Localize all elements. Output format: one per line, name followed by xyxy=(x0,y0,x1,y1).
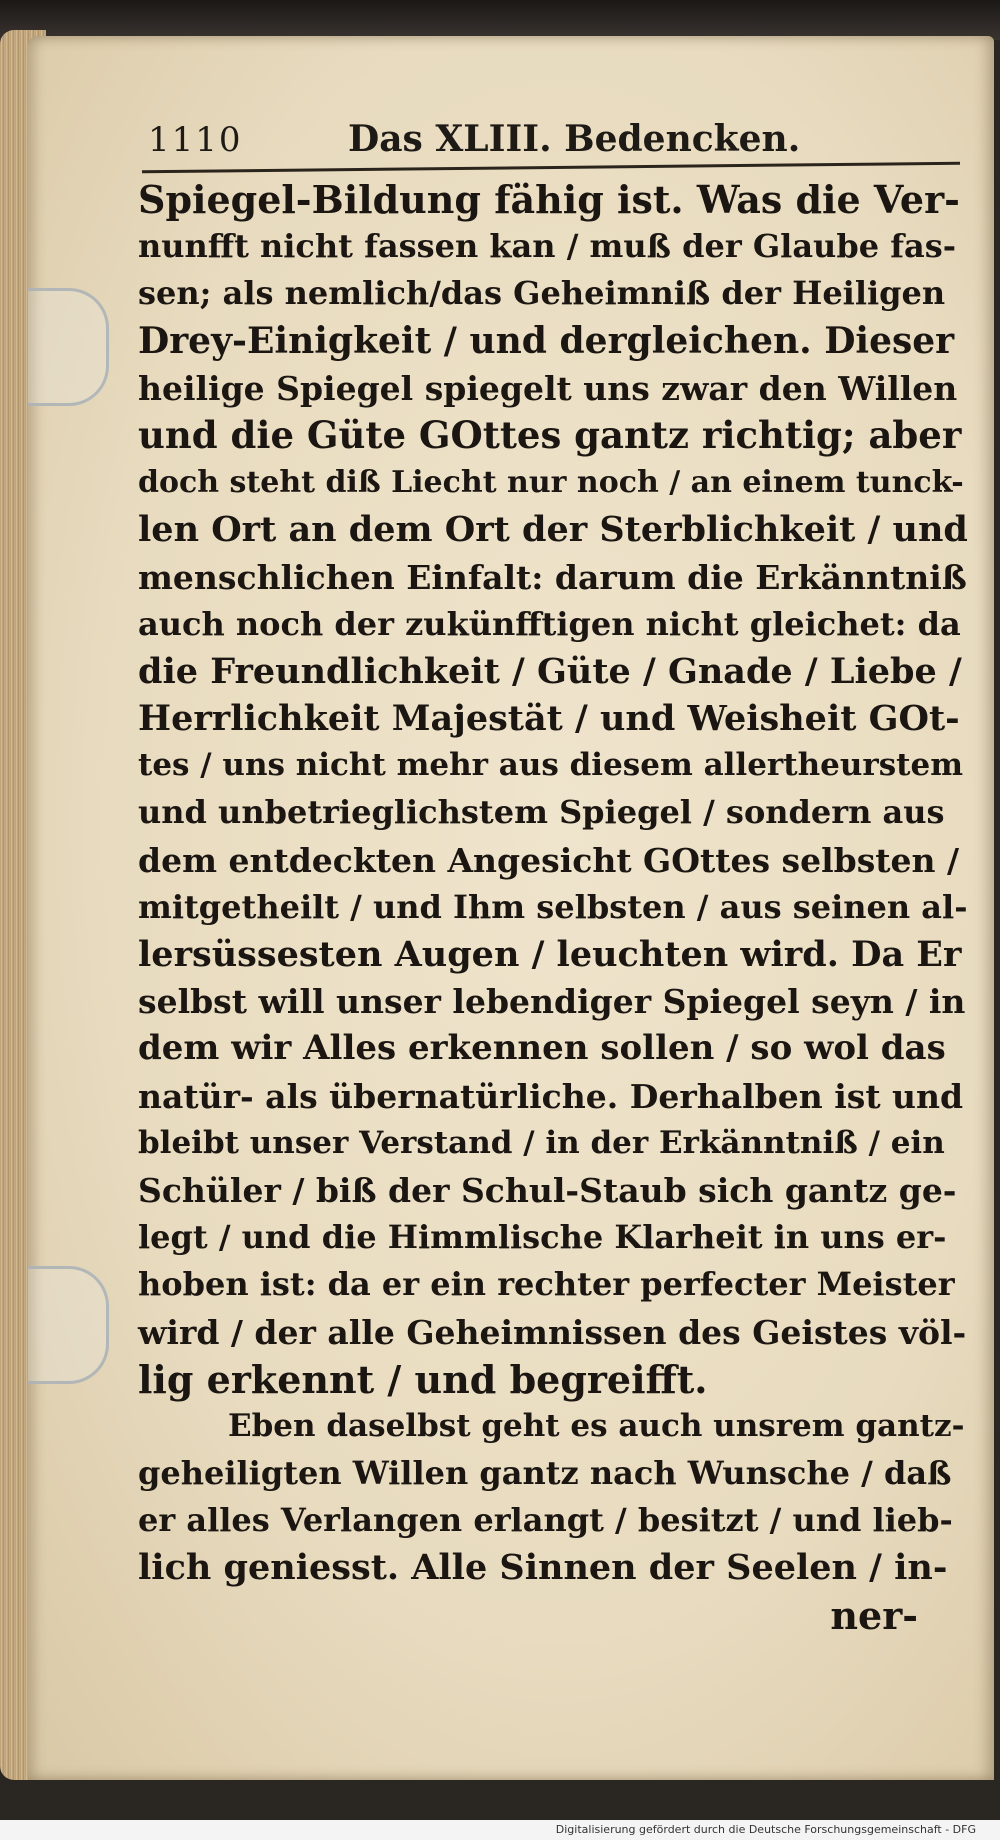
text-line: Herrlichkeit Majestät / und Weisheit GOt- xyxy=(138,698,960,740)
scan-background xyxy=(0,0,1000,40)
text-line: tes / uns nicht mehr aus diesem allertheurstem xyxy=(138,747,964,784)
text-line: geheiligten Willen gantz nach Wunsche / daß xyxy=(138,1454,952,1493)
text-line: und die Güte GOttes gantz richtig; aber xyxy=(138,412,962,457)
page-clip-top xyxy=(28,288,109,406)
page-header xyxy=(138,118,958,164)
text-line: bleibt unser Verstand / in der Erkänntniß / ein xyxy=(138,1124,945,1161)
text-line: auch noch der zukünfftigen nicht gleichet: da xyxy=(138,604,961,643)
text-line: und unbetrieglichstem Spiegel / sondern aus xyxy=(138,793,945,832)
body-text xyxy=(138,176,968,1639)
text-line: heilige Spiegel spiegelt uns zwar den Willen xyxy=(138,368,958,408)
text-line: Spiegel-Bildung fähig ist. Was die Ver- xyxy=(138,177,960,222)
text-line: mitgetheilt / und Ihm selbsten / aus seinen al- xyxy=(138,887,968,926)
text-line: nunfft nicht fassen kan / muß der Glaube fas- xyxy=(138,227,956,266)
text-line: lich geniesst. Alle Sinnen der Seelen / in- xyxy=(138,1547,948,1589)
text-line: menschlichen Einfalt: darum die Erkänntniß xyxy=(138,557,967,597)
footer-credit: Digitalisierung gefördert durch die Deutsche Forschungsgemeinschaft - DFG xyxy=(555,1823,976,1836)
text-line: Drey-Einigkeit / und dergleichen. Dieser xyxy=(138,319,955,362)
page-number: 1110 xyxy=(148,120,243,160)
text-line: natür- als übernatürliche. Derhalben ist und xyxy=(138,1076,964,1116)
text-line: wird / der alle Geheimnissen des Geistes völ- xyxy=(138,1312,967,1352)
text-line: hoben ist: da er ein rechter perfecter Meister xyxy=(138,1265,955,1304)
text-line: lersüssesten Augen / leuchten wird. Da Er xyxy=(138,934,962,975)
digitization-footer xyxy=(0,1820,1000,1840)
text-line: len Ort an dem Ort der Sterblichkeit / und xyxy=(138,509,968,551)
text-line: doch steht diß Liecht nur noch / an einem tunck- xyxy=(138,465,964,501)
text-line: lig erkennt / und begreifft. xyxy=(138,1356,708,1402)
text-line: dem wir Alles erkennen sollen / so wol das xyxy=(138,1028,946,1069)
text-line: die Freundlichkeit / Güte / Gnade / Liebe / xyxy=(138,650,962,692)
text-line: Schüler / biß der Schul-Staub sich gantz ge- xyxy=(138,1170,957,1210)
page-clip-bottom xyxy=(28,1266,109,1384)
paragraph-start-line: Eben daselbst geht es auch unsrem gantz- xyxy=(228,1407,965,1444)
text-line: sen; als nemlich/das Geheimniß der Heiligen xyxy=(138,274,946,313)
catchword: ner- xyxy=(830,1592,918,1638)
running-title: Das XLIII. Bedencken. xyxy=(348,118,801,160)
text-line: selbst will unser lebendiger Spiegel seyn / in xyxy=(138,982,966,1022)
text-line: er alles Verlangen erlangt / besitzt / und lieb- xyxy=(138,1501,953,1540)
text-line: legt / und die Himmlische Klarheit in uns er- xyxy=(138,1218,947,1257)
text-line: dem entdeckten Angesicht GOttes selbsten / xyxy=(138,840,960,880)
